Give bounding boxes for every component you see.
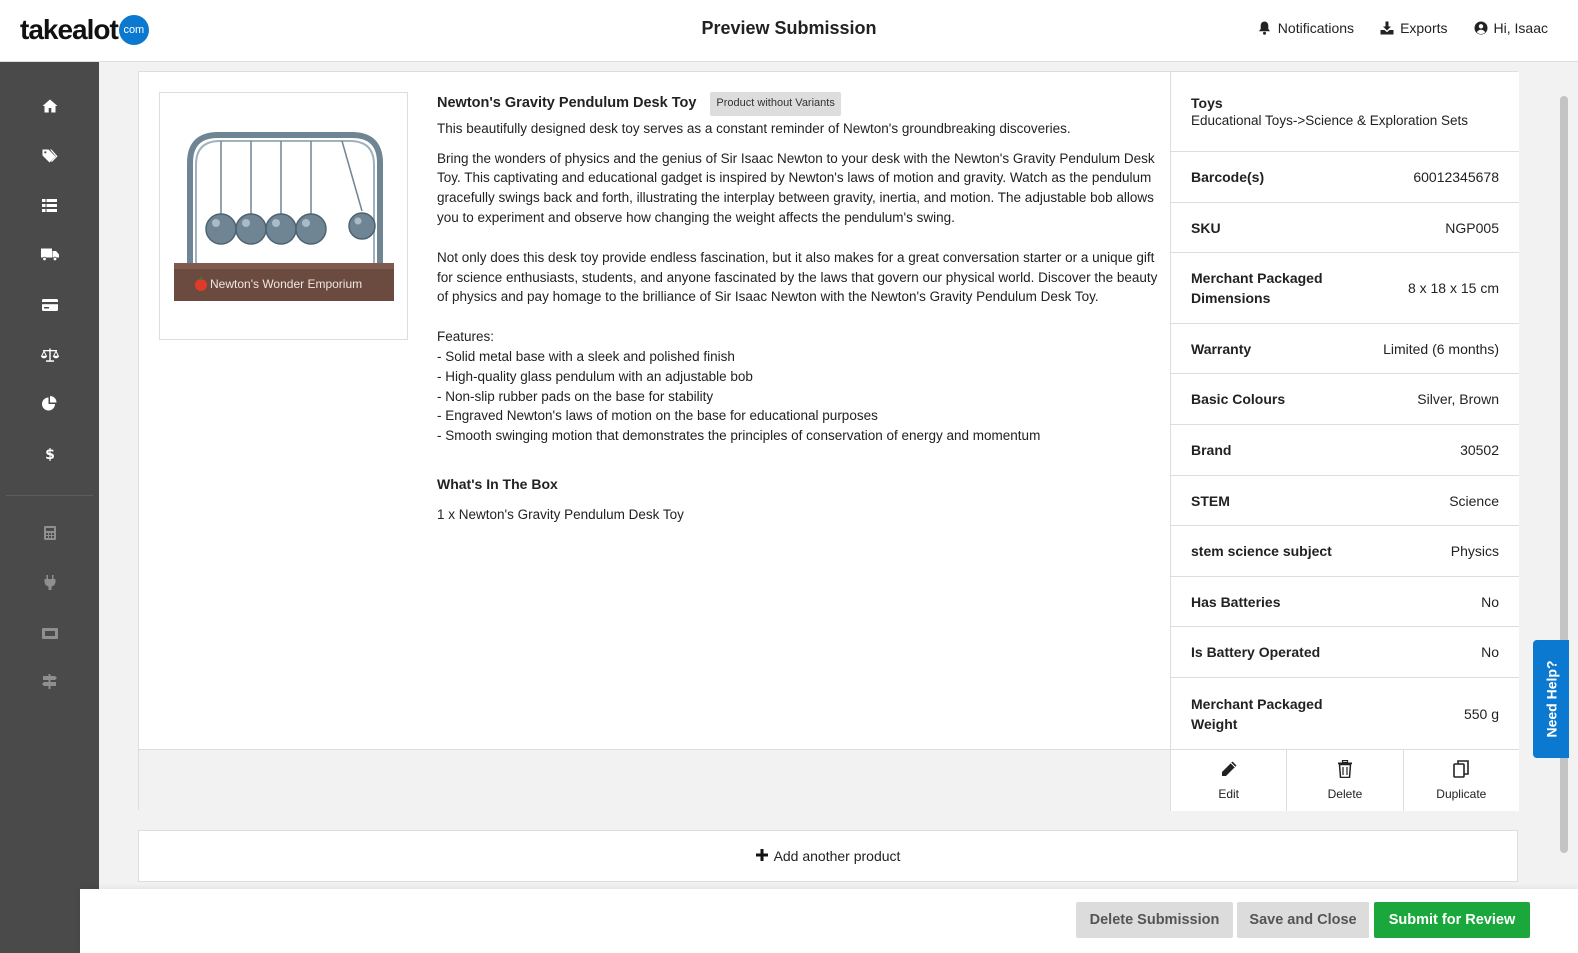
takealot-logo[interactable]	[20, 12, 149, 48]
add-another-product-button[interactable]	[138, 830, 1518, 882]
category-path: Educational Toys->Science & Exploration Sets	[1191, 113, 1469, 128]
attribute-value: 550 g	[1463, 705, 1499, 722]
description-paragraph-1: Bring the wonders of physics and the genius of Sir Isaac Newton to your desk with the Newton's Gravity Pendulum Desk Toy. This captivating and educational gadget is inspired by Newton's laws of motion and gravity. Watch as the pendulum gracefully swings back and forth, illustrating the interplay between gravity, inertia, and motion. The adjustable bob allows you to experiment and observe how changing the weight affects the pendulum's swing.	[437, 150, 1155, 225]
exports-label: Exports	[1400, 20, 1448, 36]
attribute-row-has-batteries	[1171, 577, 1519, 627]
scale-icon	[41, 348, 59, 365]
product-description	[437, 92, 1165, 525]
ticket-icon	[42, 626, 58, 642]
category-row	[1171, 72, 1519, 152]
delete-submission-button[interactable]: Delete Submission	[1076, 902, 1233, 938]
sidebar-item-directions[interactable]	[0, 663, 99, 703]
notifications-link[interactable]	[1258, 20, 1354, 36]
attribute-label: STEM	[1191, 492, 1230, 509]
attribute-label: Brand	[1191, 442, 1232, 458]
logo-badge: com	[119, 15, 149, 45]
attribute-row-sku	[1171, 203, 1519, 253]
bell-icon	[1258, 21, 1272, 35]
category-name: Toys	[1191, 95, 1223, 111]
feature-item: - High-quality glass pendulum with an adjustable bob	[437, 368, 753, 384]
product-card	[138, 71, 1518, 810]
credit-card-icon	[42, 298, 58, 314]
download-icon	[1380, 21, 1394, 35]
tags-icon	[42, 149, 58, 166]
sidebar-item-list[interactable]	[0, 187, 99, 227]
page-title: Preview Submission	[701, 18, 877, 38]
sidebar	[0, 62, 99, 953]
attribute-label: Merchant Packaged Weight	[1191, 695, 1323, 732]
attribute-value: Physics	[1450, 543, 1499, 559]
attribute-value: Silver, Brown	[1417, 391, 1499, 407]
attribute-row-stem	[1171, 476, 1519, 526]
sidebar-item-finance[interactable]	[0, 435, 99, 475]
sidebar-item-shipments[interactable]	[0, 236, 99, 276]
trash-icon	[1337, 760, 1353, 781]
feature-item: - Engraved Newton's laws of motion on the base for educational purposes	[437, 408, 878, 424]
user-menu[interactable]	[1474, 20, 1548, 36]
attributes-panel	[1170, 72, 1519, 749]
feature-item: - Smooth swinging motion that demonstrates the principles of conservation of energy and momentum	[437, 428, 1041, 444]
product-subtitle: This beautifully designed desk toy serves as a constant reminder of Newton's groundbreaking discoveries.	[437, 120, 1071, 136]
duplicate-button[interactable]	[1404, 750, 1519, 811]
attribute-value: NGP005	[1445, 219, 1499, 236]
attribute-label: stem science subject	[1191, 543, 1332, 559]
attribute-row-dimensions	[1171, 253, 1519, 324]
calculator-icon	[44, 526, 56, 543]
attribute-row-battery-operated	[1171, 627, 1519, 678]
attribute-value: 8 x 18 x 15 cm	[1407, 280, 1499, 296]
attribute-row-brand	[1171, 425, 1519, 476]
description-paragraph-2: Not only does this desk toy provide endless fascination, but it also makes for a great conversation starter or a unique gift for science enthusiasts, students, and anyone fascinated by the laws that govern our physical world. Discover the beauty of physics and pay homage to the brilliance of Sir Isaac Newton with the Newton's Gravity Pendulum Desk Toy.	[437, 249, 1158, 305]
attribute-row-colours	[1171, 374, 1519, 425]
attribute-label: SKU	[1191, 219, 1221, 236]
signpost-icon	[42, 674, 57, 692]
attribute-value: No	[1481, 644, 1499, 660]
attribute-row-warranty	[1171, 324, 1519, 374]
sidebar-item-reports[interactable]	[0, 385, 99, 425]
svg-text:$: $	[44, 447, 55, 461]
attribute-label: Merchant Packaged Dimensions	[1191, 270, 1323, 306]
attribute-value: No	[1481, 593, 1499, 610]
attribute-label: Barcode(s)	[1191, 169, 1265, 185]
add-product-label: Add another product	[773, 848, 901, 864]
plug-icon	[44, 575, 56, 593]
notifications-label: Notifications	[1277, 20, 1355, 36]
sidebar-item-calculator[interactable]	[0, 514, 99, 554]
dollar-icon	[45, 446, 55, 464]
need-help-label: Need Help?	[1543, 660, 1560, 738]
pencil-icon	[1220, 760, 1238, 781]
copy-icon	[1453, 760, 1469, 781]
edit-button[interactable]	[1171, 750, 1287, 811]
delete-label: Delete	[1327, 787, 1363, 801]
user-circle-icon	[1474, 21, 1488, 35]
product-image[interactable]	[159, 92, 408, 340]
submit-for-review-button[interactable]: Submit for Review	[1374, 902, 1530, 938]
box-contents: 1 x Newton's Gravity Pendulum Desk Toy	[437, 506, 684, 522]
bottom-action-bar	[80, 889, 1578, 953]
attribute-row-barcode	[1171, 152, 1519, 203]
sidebar-item-payments[interactable]	[0, 286, 99, 326]
attribute-label: Has Batteries	[1191, 593, 1281, 610]
image-brand-label: Newton's Wonder Emporium	[210, 277, 363, 291]
plus-icon	[756, 848, 768, 864]
top-bar	[0, 0, 1578, 62]
features-heading: Features:	[437, 329, 495, 345]
list-icon	[42, 199, 57, 215]
home-icon	[42, 99, 58, 116]
edit-label: Edit	[1218, 787, 1239, 801]
attribute-value: 60012345678	[1413, 169, 1499, 185]
attribute-label: Basic Colours	[1191, 391, 1286, 407]
feature-item: - Solid metal base with a sleek and polished finish	[437, 348, 735, 364]
attribute-value: 30502	[1460, 442, 1499, 458]
top-actions	[1258, 20, 1548, 36]
attribute-row-weight	[1171, 678, 1519, 749]
sidebar-item-integrations[interactable]	[0, 564, 99, 604]
exports-link[interactable]	[1380, 20, 1447, 36]
delete-button[interactable]	[1287, 750, 1403, 811]
sidebar-item-home[interactable]	[0, 87, 99, 127]
duplicate-label: Duplicate	[1436, 787, 1487, 801]
sidebar-item-policies[interactable]	[0, 336, 99, 376]
save-and-close-button[interactable]: Save and Close	[1237, 902, 1369, 938]
need-help-tab[interactable]	[1533, 640, 1569, 758]
attribute-value: Limited (6 months)	[1383, 340, 1499, 357]
attribute-label: Warranty	[1191, 340, 1252, 357]
attribute-value: Science	[1449, 492, 1499, 509]
main-content	[99, 62, 1559, 888]
truck-icon	[41, 248, 59, 264]
product-title: Newton's Gravity Pendulum Desk Toy	[437, 95, 697, 111]
sidebar-item-offers[interactable]	[0, 137, 99, 177]
logo-text: takealot	[20, 14, 118, 45]
sidebar-item-tickets[interactable]	[0, 614, 99, 654]
card-actions-bar	[139, 749, 1519, 811]
feature-item: - Non-slip rubber pads on the base for stability	[437, 388, 714, 404]
box-heading: What's In The Box	[437, 475, 558, 492]
attribute-label: Is Battery Operated	[1191, 644, 1321, 660]
user-greeting: Hi, Isaac	[1493, 20, 1548, 36]
variant-badge: Product without Variants	[710, 92, 840, 116]
attribute-row-stem-subject	[1171, 526, 1519, 577]
sidebar-divider	[6, 495, 93, 496]
pie-chart-icon	[42, 396, 57, 414]
